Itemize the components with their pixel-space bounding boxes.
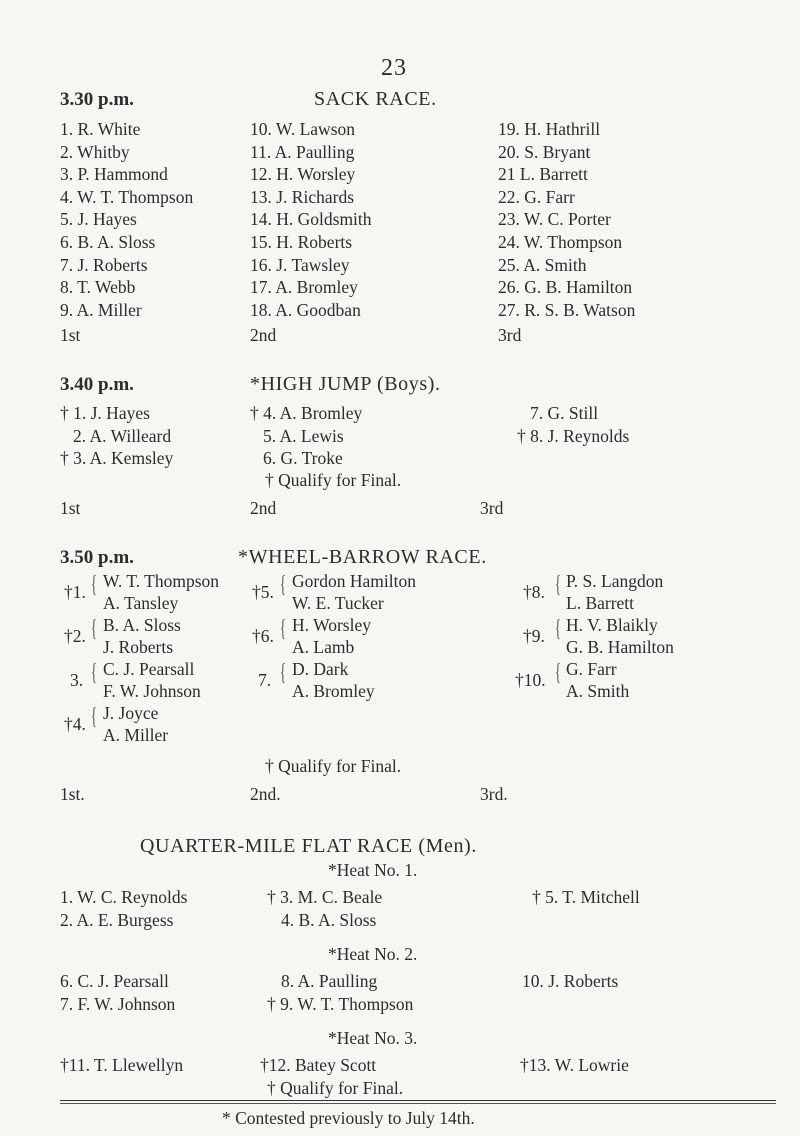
qualify-note: † Qualify for Final. xyxy=(265,756,402,776)
entry: 7. G. Still xyxy=(530,403,599,423)
event-title: QUARTER-MILE FLAT RACE (Men). xyxy=(140,835,477,857)
entry: 17. A. Bromley xyxy=(250,277,358,298)
footnote: * Contested previously to July 14th. xyxy=(222,1108,475,1128)
entry: 16. J. Tawsley xyxy=(250,254,350,275)
partner-b: A. Miller xyxy=(103,725,169,745)
sack-col-1 xyxy=(60,118,193,321)
entry: †12. Batey Scott xyxy=(260,1055,377,1075)
entry: 13. J. Richards xyxy=(250,186,355,207)
partner-a: H. V. Blaikly xyxy=(566,615,658,635)
entry: 7. J. Roberts xyxy=(60,254,148,275)
partner-b: A. Bromley xyxy=(292,681,375,701)
event-title: *WHEEL-BARROW RACE. xyxy=(238,546,487,568)
brace-icon: { xyxy=(555,660,561,686)
qualify-note: † Qualify for Final. xyxy=(265,470,402,490)
brace-icon: { xyxy=(555,616,561,642)
place-first: 1st. xyxy=(60,784,85,804)
entry: † 3. A. Kemsley xyxy=(60,448,174,469)
entry: 3. P. Hammond xyxy=(60,164,168,185)
partner-a: H. Worsley xyxy=(292,615,371,635)
entry: 19. H. Hathrill xyxy=(498,119,601,139)
entry: 4. B. A. Sloss xyxy=(281,910,377,930)
partner-b: A. Lamb xyxy=(292,637,355,657)
place-second: 2nd. xyxy=(250,784,281,804)
brace-icon: { xyxy=(91,616,97,642)
partner-a: Gordon Hamilton xyxy=(292,571,416,591)
divider xyxy=(60,1103,776,1104)
entry: 24. W. Thompson xyxy=(498,231,623,252)
entry: 27. R. S. B. Watson xyxy=(498,299,636,320)
entry: †13. W. Lowrie xyxy=(520,1055,629,1075)
partner-b: A. Tansley xyxy=(103,593,179,613)
entry: 5. A. Lewis xyxy=(263,425,344,446)
entry: 2. A. Willeard xyxy=(73,425,172,446)
entry: 14. H. Goldsmith xyxy=(250,209,372,230)
place-second: 2nd xyxy=(250,498,277,518)
brace-icon: { xyxy=(555,572,561,598)
pair-number: 3. xyxy=(70,670,84,690)
brace-icon: { xyxy=(280,660,286,686)
partner-b: L. Barrett xyxy=(566,593,635,613)
event-title: SACK RACE. xyxy=(314,88,437,110)
qualify-note: † Qualify for Final. xyxy=(267,1078,404,1098)
entry: 6. B. A. Sloss xyxy=(60,231,156,252)
entry: 2. Whitby xyxy=(60,141,130,162)
entry: 26. G. B. Hamilton xyxy=(498,277,633,298)
entry: † 3. M. C. Beale xyxy=(267,887,383,907)
pair-number: †5. xyxy=(252,582,274,602)
sack-col-3 xyxy=(498,118,635,321)
partner-b: A. Smith xyxy=(566,681,630,701)
entry: 7. F. W. Johnson xyxy=(60,994,176,1014)
sack-col-2 xyxy=(250,118,372,321)
partner-a: G. Farr xyxy=(566,659,617,679)
entry: †11. T. Llewellyn xyxy=(60,1055,184,1075)
entry: 1. R. White xyxy=(60,119,141,139)
entry: † 5. T. Mitchell xyxy=(532,887,640,907)
partner-b: J. Roberts xyxy=(103,637,173,657)
hj-col-2 xyxy=(250,402,362,470)
partner-a: B. A. Sloss xyxy=(103,615,181,635)
event-title: *HIGH JUMP (Boys). xyxy=(250,373,441,395)
hj-col-1 xyxy=(60,402,173,470)
heat-title: *Heat No. 2. xyxy=(328,944,418,964)
entry: 25. A. Smith xyxy=(498,254,587,275)
entry: 12. H. Worsley xyxy=(250,164,356,185)
place-first: 1st xyxy=(60,498,81,518)
place-third: 3rd. xyxy=(480,784,508,804)
place-third: 3rd xyxy=(480,498,504,518)
pair-number: †9. xyxy=(523,626,545,646)
pair-number: †6. xyxy=(252,626,274,646)
brace-icon: { xyxy=(91,572,97,598)
brace-icon: { xyxy=(91,660,97,686)
partner-a: J. Joyce xyxy=(103,703,159,723)
entry: 9. A. Miller xyxy=(60,299,142,320)
entry: 18. A. Goodban xyxy=(250,299,361,320)
page-number: 23 xyxy=(381,55,407,81)
pair-number: †4. xyxy=(64,714,86,734)
entry: 10. W. Lawson xyxy=(250,119,355,139)
place-second: 2nd xyxy=(250,325,277,345)
pair-number: †10. xyxy=(515,670,546,690)
entry: 4. W. T. Thompson xyxy=(60,186,194,207)
entry: 2. A. E. Burgess xyxy=(60,910,174,930)
entry: 6. G. Troke xyxy=(263,448,343,469)
divider xyxy=(60,1100,776,1101)
entry: 8. A. Paulling xyxy=(281,971,378,991)
entry: 21 L. Barrett xyxy=(498,164,588,185)
heat-title: *Heat No. 1. xyxy=(328,860,418,880)
partner-a: P. S. Langdon xyxy=(566,571,664,591)
entry: 1. W. C. Reynolds xyxy=(60,887,188,907)
entry: † 1. J. Hayes xyxy=(60,403,150,423)
entry: † 8. J. Reynolds xyxy=(517,425,630,446)
entry: 11. A. Paulling xyxy=(250,141,355,162)
hj-col-3 xyxy=(517,402,629,447)
pair-number: †8. xyxy=(523,582,545,602)
partner-b: G. B. Hamilton xyxy=(566,637,674,657)
partner-a: D. Dark xyxy=(292,659,349,679)
entry: † 9. W. T. Thompson xyxy=(267,994,414,1014)
event-time: 3.30 p.m. xyxy=(60,89,134,110)
partner-b: W. E. Tucker xyxy=(292,593,384,613)
place-third: 3rd xyxy=(498,325,522,345)
entry: 20. S. Bryant xyxy=(498,141,591,162)
pair-number: †1. xyxy=(64,582,86,602)
entry: 6. C. J. Pearsall xyxy=(60,971,169,991)
entry: 23. W. C. Porter xyxy=(498,209,611,230)
event-time: 3.50 p.m. xyxy=(60,547,134,568)
pair-number: 7. xyxy=(258,670,272,690)
partner-b: F. W. Johnson xyxy=(103,681,201,701)
entry: 8. T. Webb xyxy=(60,277,136,298)
partner-a: C. J. Pearsall xyxy=(103,659,195,679)
entry: 5. J. Hayes xyxy=(60,209,137,230)
heat-title: *Heat No. 3. xyxy=(328,1028,418,1048)
entry: 22. G. Farr xyxy=(498,186,575,207)
entry: 15. H. Roberts xyxy=(250,231,353,252)
partner-a: W. T. Thompson xyxy=(103,571,220,591)
brace-icon: { xyxy=(280,616,286,642)
entry: 10. J. Roberts xyxy=(522,971,619,991)
place-first: 1st xyxy=(60,325,81,345)
event-time: 3.40 p.m. xyxy=(60,374,134,395)
entry: † 4. A. Bromley xyxy=(250,403,363,423)
brace-icon: { xyxy=(91,704,97,730)
brace-icon: { xyxy=(280,572,286,598)
pair-number: †2. xyxy=(64,626,86,646)
